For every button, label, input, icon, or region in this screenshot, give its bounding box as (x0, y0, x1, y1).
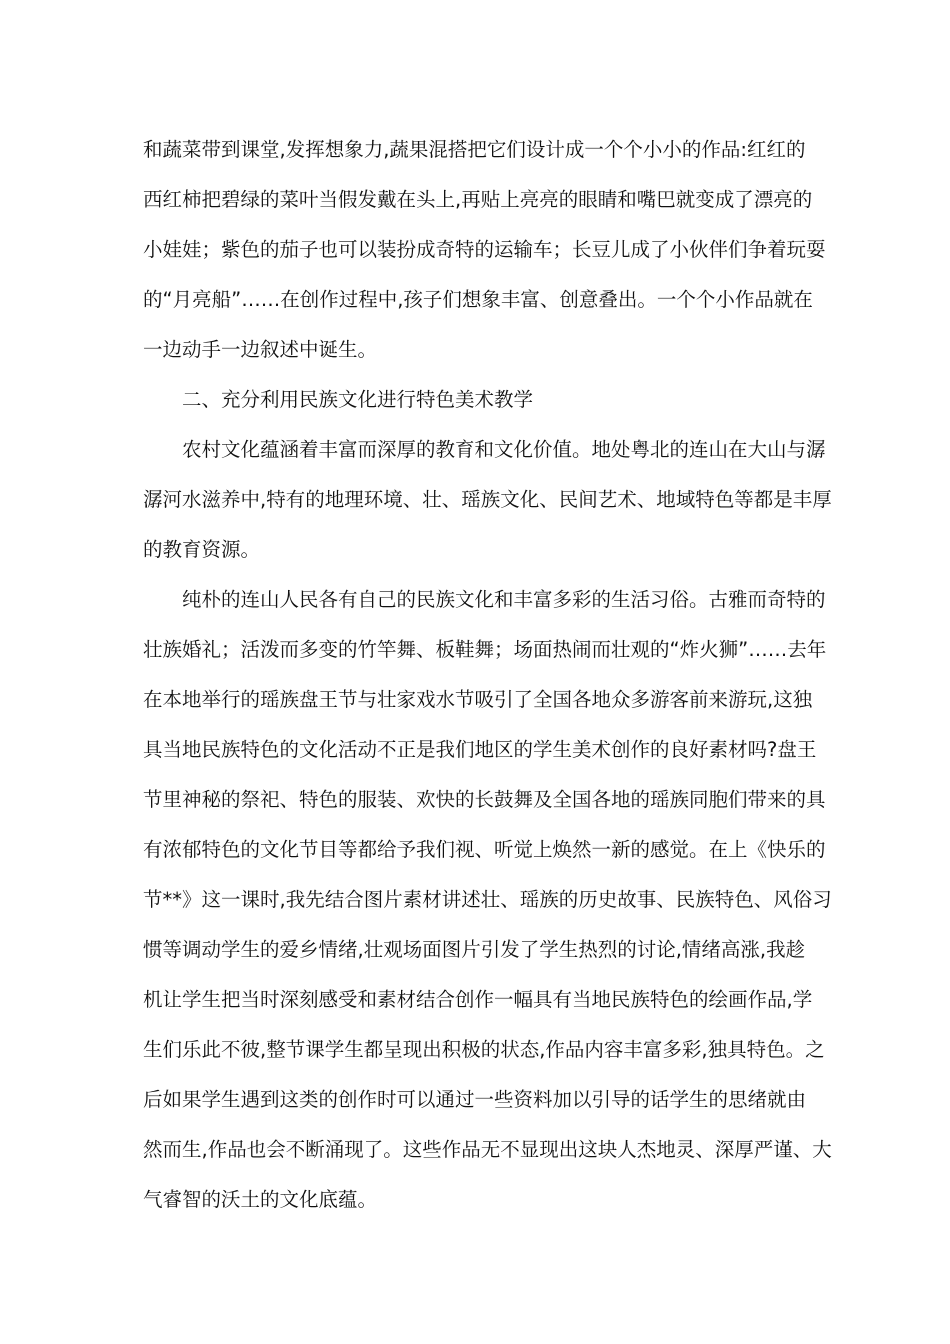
section-heading: 二、充分利用民族文化进行特色美术教学 (182, 388, 534, 411)
text-line: 然而生,作品也会不断涌现了。这些作品无不显现出这块人杰地灵、深厚严谨、大 (143, 1138, 832, 1161)
text-line: 的教育资源。 (143, 538, 261, 561)
text-line: 一边动手一边叙述中诞生。 (143, 338, 378, 361)
text-line: 机让学生把当时深刻感受和素材结合创作一幅具有当地民族特色的绘画作品,学 (143, 988, 813, 1011)
text-line: 的“月亮船”……在创作过程中,孩子们想象丰富、创意叠出。一个个小作品就在 (143, 288, 813, 311)
text-line: 壮族婚礼；活泼而多变的竹竿舞、板鞋舞；场面热闹而壮观的“炸火狮”……去年 (143, 638, 827, 661)
text-line: 小娃娃；紫色的茄子也可以装扮成奇特的运输车；长豆儿成了小伙伴们争着玩耍 (143, 238, 826, 261)
text-line: 潺河水滋养中,特有的地理环境、壮、瑶族文化、民间艺术、地域特色等都是丰厚 (143, 488, 832, 511)
text-line: 和蔬菜带到课堂,发挥想象力,蔬果混搭把它们设计成一个个小小的作品:红红的 (143, 138, 806, 161)
text-line: 生们乐此不彼,整节课学生都呈现出积极的状态,作品内容丰富多彩,独具特色。之 (143, 1038, 825, 1061)
text-line: 在本地举行的瑶族盘王节与壮家戏水节吸引了全国各地众多游客前来游玩,这独 (143, 688, 813, 711)
text-line: 惯等调动学生的爱乡情绪,壮观场面图片引发了学生热烈的讨论,情绪高涨,我趁 (143, 938, 806, 961)
text-line: 具当地民族特色的文化活动不正是我们地区的学生美术创作的良好素材吗?盘王 (143, 738, 817, 761)
text-line: 农村文化蕴涵着丰富而深厚的教育和文化价值。地处粤北的连山在大山与潺 (182, 438, 826, 461)
text-line: 节里神秘的祭祀、特色的服装、欢快的长鼓舞及全国各地的瑶族同胞们带来的具 (143, 788, 826, 811)
text-line: 后如果学生遇到这类的创作时可以通过一些资料加以引导的话学生的思绪就由 (143, 1088, 807, 1111)
text-line: 有浓郁特色的文化节目等都给予我们视、听觉上焕然一新的感觉。在上《快乐的 (143, 838, 826, 861)
text-line: 气睿智的沃土的文化底蕴。 (143, 1188, 378, 1211)
text-line: 纯朴的连山人民各有自己的民族文化和丰富多彩的生活习俗。古雅而奇特的 (182, 588, 826, 611)
text-line: 西红柿把碧绿的菜叶当假发戴在头上,再贴上亮亮的眼睛和嘴巴就变成了漂亮的 (143, 188, 813, 211)
text-line: 节**》这一课时,我先结合图片素材讲述壮、瑶族的历史故事、民族特色、风俗习 (143, 888, 832, 911)
